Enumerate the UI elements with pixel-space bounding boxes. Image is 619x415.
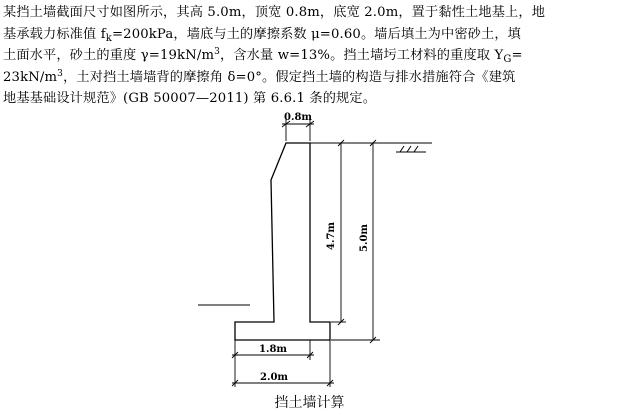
problem-line-1: 某挡土墙截面尺寸如图所示，其高 5.0m，顶宽 0.8m，底宽 2.0m，置于黏性土地基上，地 [3,5,546,20]
problem-line-5: 地基基础设计规范》(GB 50007—2011) 第 6.6.1 条的规定。 [3,91,377,106]
retaining-wall-outline [235,143,330,340]
problem-line-3: 土面水平，砂土的重度 $\gamma=19kN/m^3$，含水量 w=13%。挡土墙圬工材料的重度取 $Y_G=$ [3,47,523,65]
ground-hatch-icon [396,146,426,152]
dim-height-47-label: 4.7m [326,222,337,250]
dim-width-18-label: 1.8m [259,344,287,355]
dim-width-20-label: 2.0m [260,372,288,383]
problem-line-4: $23kN/m^3$，土对挡土墙墙背的摩擦角 δ=0°。假定挡土墙的构造与排水措施符合《建筑 [3,68,516,85]
dim-height-50 [331,140,380,343]
dim-top-width-label: 0.8m [284,112,312,123]
dim-height-50-label: 5.0m [359,224,370,252]
figure-caption: 挡土墙计算 [274,395,345,411]
problem-line-2: 基承载力标准值 $f_k=200kPa$，墙底与土的摩擦系数 μ=0.60。墙后填土为中密砂土，填 [3,26,522,44]
